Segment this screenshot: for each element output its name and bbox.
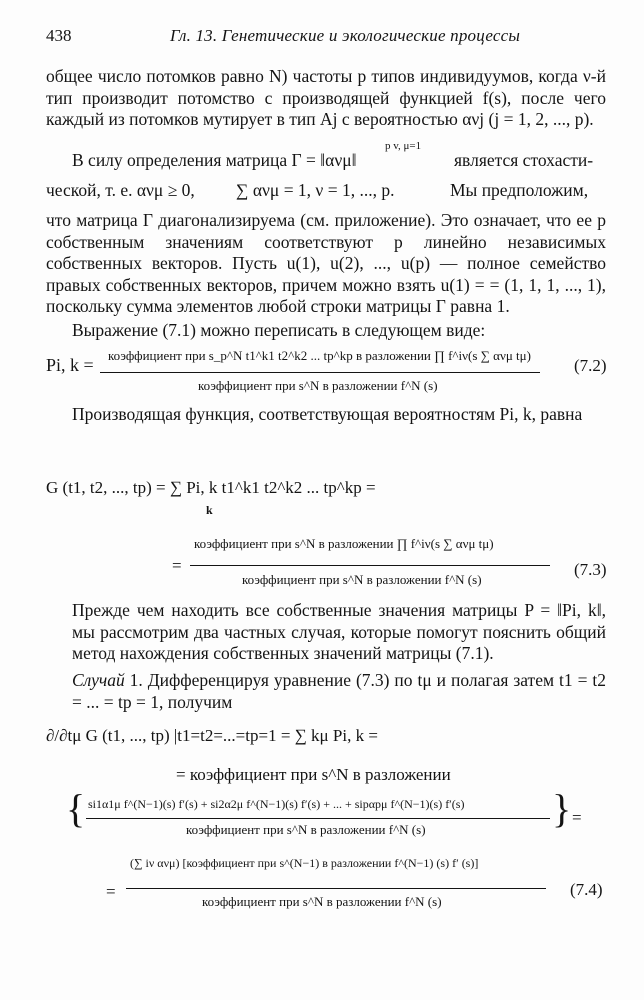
paragraph-2-end: является стохасти- (454, 150, 594, 170)
page-number: 438 (46, 26, 72, 45)
eq74-line1: ∂/∂tμ G (t1, ..., tp) |t1=t2=...=tp=1 = ∑ kμ Pi, k = (46, 726, 378, 745)
running-head: Гл. 13. Генетические и экологические процессы (170, 26, 521, 45)
eq74-frac1-bar (86, 818, 550, 819)
eq74-frac1-numerator: si1α1μ f^(N−1)(s) f′(s) + si2α2μ f^(N−1)(s) f′(s) + ... + sipαpμ f^(N−1)(s) f′(s) (88, 797, 465, 811)
eq74-equals-left: = (106, 882, 116, 901)
eq74-equals-right: = (572, 808, 582, 827)
eq73-line1: G (t1, t2, ..., tp) = ∑ Pi, k t1^k1 t2^k2 ... tp^kp = (46, 478, 376, 497)
paragraph-3-end: Мы предположим, (450, 180, 589, 200)
paragraph-5: Выражение (7.1) можно переписать в следующем виде: (72, 320, 486, 340)
paragraph-2-start: В силу определения матрица Γ = ‖ανμ‖ (72, 150, 357, 170)
eq72-fraction-bar (100, 372, 540, 373)
case-1-paragraph (72, 670, 606, 713)
paragraph-7: Прежде чем находить все собственные значения матрицы P = ‖Pi, k‖, мы рассмотрим два частных случая, которые помогут пояснить общий метод нахождения собственных значений матрицы (7.1). (72, 600, 606, 664)
right-brace: } (552, 786, 572, 831)
case-1-text: 1. Дифференцируя уравнение (7.3) по tμ и полагая затем t1 = t2 = ... = tp = 1, получим (72, 670, 606, 712)
eq73-sum-index: k (206, 503, 213, 517)
eq74-number: (7.4) (570, 880, 603, 899)
paragraph-3-start: ческой, т. е. ανμ ≥ 0, (46, 180, 195, 200)
eq74-frac2-denominator: коэффициент при s^N в разложении f^N (s) (202, 894, 442, 909)
stochastic-sum: ∑ ανμ = 1, ν = 1, ..., p. (236, 180, 395, 200)
eq73-numerator: коэффициент при s^N в разложении ∏ f^iν(s ∑ ανμ tμ) (194, 536, 494, 551)
eq72-lhs: Pi, k = (46, 355, 94, 375)
eq73-equals: = (172, 556, 182, 575)
paragraph-6: Производящая функция, соответствующая вероятностям Pi, k, равна (72, 404, 583, 424)
paragraph-1: общее число потомков равно N) частоты p типов индивидуумов, когда ν-й тип производит потомство с производящей функцией f(s), после чего каждый из потомков мутирует в тип Aj с вероятностью ανj (j = 1, 2, ..., p). (46, 66, 606, 130)
eq72-numerator: коэффициент при s_p^N t1^k1 t2^k2 ... tp^kp в разложении ∏ f^iν(s ∑ ανμ tμ) (108, 348, 531, 363)
eq74-frac2-bar (126, 888, 546, 889)
eq72-denominator: коэффициент при s^N в разложении f^N (s) (198, 378, 438, 393)
eq73-fraction-bar (190, 565, 550, 566)
eq73-denominator: коэффициент при s^N в разложении f^N (s) (242, 572, 482, 587)
eq72-number: (7.2) (574, 356, 607, 375)
paragraph-4: что матрица Γ диагонализируема (см. приложение). Это означает, что ее p собственным значениям соответствуют p линейно независимых собственных векторов. Пусть u(1), u(2), ..., u(p) — полное семейство правых собственных векторов, причем можно взять u(1) = = (1, 1, 1, ..., 1), поскольку сумма элементов любой строки матрицы Γ равна 1. (46, 210, 606, 317)
matrix-limits: p v, μ=1 (385, 140, 422, 152)
eq74-frac1-denominator: коэффициент при s^N в разложении f^N (s) (186, 822, 426, 837)
left-brace: { (66, 786, 86, 831)
case-1-label: Случай (72, 670, 125, 690)
eq74-frac2-numerator: (∑ iν ανμ) [коэффициент при s^(N−1) в разложении f^(N−1) (s) f′ (s)] (130, 856, 479, 870)
eq73-number: (7.3) (574, 560, 607, 579)
eq74-line2: = коэффициент при s^N в разложении (176, 765, 451, 784)
